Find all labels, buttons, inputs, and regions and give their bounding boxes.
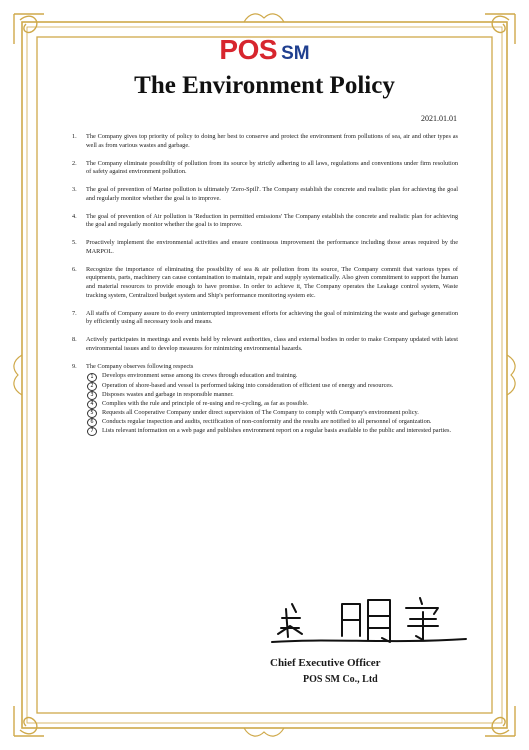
logo-sub-text: SM [281,43,310,64]
respect-item [86,427,458,436]
policy-item [72,309,458,327]
policy-number: 3. [72,186,77,194]
policy-text: The goal of prevention of Air pollution is 'Reduction in permitted emissions' The Company establish the concrete and realistic plan for achieving the goal and regularly monitor whether the goal is to improve. [86,212,458,229]
respect-item [86,418,458,427]
policy-text: All staffs of Company assure to do every uninterrupted improvement efforts for achieving the goal of minimizing the waste and garbage generation by efficiently using all necessary tools and means. [86,309,458,326]
policy-number: 5. [72,239,77,247]
policy-text: The Company eliminate possibility of pollution from its source by strictly adhering to all laws, regulations and conventions under firm resolution of safety against environment pollution. [86,159,458,176]
circled-number: 4 [87,400,97,409]
company-logo [0,34,529,66]
respect-text: Requests all Cooperative Company under direct supervision of The Company to comply with Company's environment policy. [102,408,419,416]
policy-text: The goal of prevention of Marine pollution is ultimately 'Zero-Spill'. The Company establish the concrete and realistic plan for achieving the goal and regularly monitor whether the goal is to improve. [86,186,458,202]
circled-number: 5 [87,409,97,418]
policy-item [72,159,458,177]
policy-text: The Company observes following respects [86,362,194,370]
respect-text: Operation of shore-based and vessel is performed taking into consideration of efficient use of energy and resources. [102,381,394,389]
respects-list [86,372,458,435]
policy-number: 2. [72,159,77,167]
policy-item [72,265,458,300]
policy-number: 6. [72,265,77,273]
policy-text: Recognize the importance of eliminating the possibility of sea & air pollution from its source, The Company commit that various types of equipments, parts, machinery can cause contamination to maintain, repair and supply systematically. Also given commitment to support the human and material resources to provide enough to have promise. In order to achieve it, The Company operates the Leakage control system, Waste tracking system, Centralized budget system and Ship's performance monitoring system etc. [86,265,458,299]
policy-number: 8. [72,336,77,344]
circled-number: 6 [87,418,97,427]
policy-item [72,186,458,203]
respect-item [86,400,458,409]
signatory-title: Chief Executive Officer [270,657,381,669]
respect-text: Develops environment sense among its crews through education and training. [102,372,298,380]
policy-item [72,336,458,353]
policy-text: The Company gives top priority of policy to doing her best to conserve and protect the environment from pollutions of sea, air and other types as well as from various wastes and garbage. [86,133,458,149]
policy-item [72,212,458,230]
policy-number: 7. [72,309,77,317]
respect-text: Conducts regular inspection and audits, rectification of non-conformity and the results are notified to all personnel of organization. [102,417,432,425]
signature [270,592,470,646]
policy-item [72,239,458,256]
respect-item [86,382,458,391]
respect-item [86,409,458,418]
company-name: POS SM Co., Ltd [303,674,378,685]
respect-text: Complies with the rule and principle of re-using and re-cycling, as far as possible. [102,399,309,407]
respect-item [86,372,458,381]
respect-text: Lists relevant information on a web page and publishes environment report on a regular basis available to the public and interested parties. [102,426,452,434]
policy-item [72,362,458,436]
policy-text: Proactively implement the environmental activities and ensure continuous improvement the performance including those areas required by the MARPOL. [86,239,458,255]
policy-number: 1. [72,133,77,140]
circled-number: 1 [87,373,97,382]
policy-list [72,133,458,445]
document-date: 2021.01.01 [421,114,457,123]
policy-number: 9. [72,362,77,370]
circled-number: 2 [87,382,97,391]
respect-text: Disposes wastes and garbage in responsible manner. [102,390,234,398]
policy-number: 4. [72,212,77,220]
logo-main-text: POS [219,34,278,65]
circled-number: 3 [87,391,97,400]
policy-text: Actively participates in meetings and events held by relevant authorities, class and external bodies in order to make Company updated with latest environmental issues and to develop measures for minimizing environmental hazards. [86,336,458,352]
document-title: The Environment Policy [134,72,395,99]
circled-number: 7 [87,427,97,436]
policy-item [72,133,458,150]
respect-item [86,391,458,400]
